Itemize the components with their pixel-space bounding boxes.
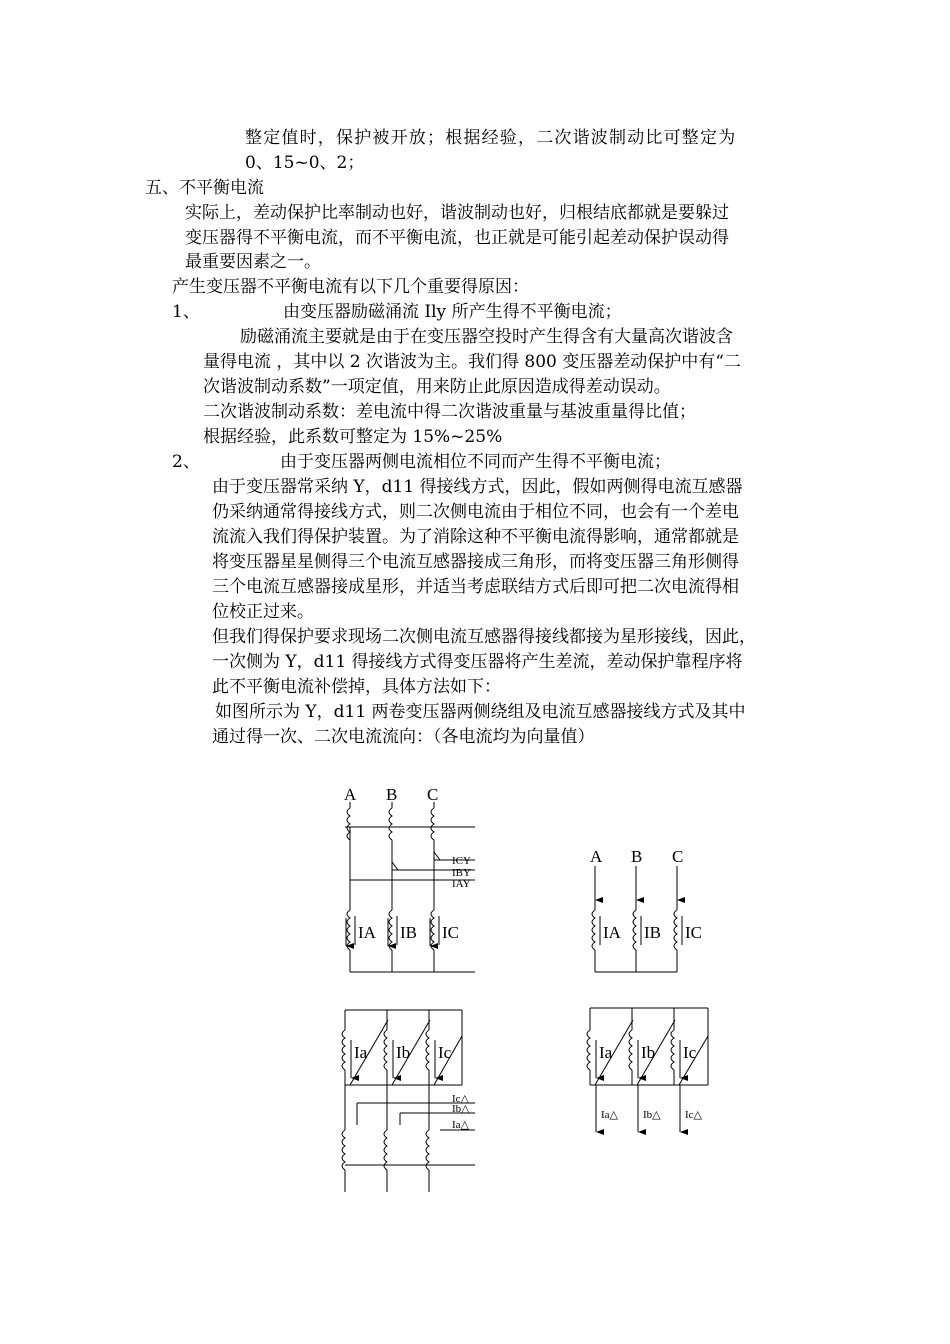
current-label-ic-lower: Ic (438, 1043, 452, 1062)
current-label-ib-lower: Ib (396, 1043, 411, 1062)
paragraph-line: 整定值时，保护被开放；根据经验，二次谐波制动比可整定为 (245, 128, 737, 148)
phase-label-c: C (427, 785, 439, 804)
paragraph-line: 励磁涌流主要就是由于在变压器空投时产生得含有大量高次谐波含 (240, 327, 733, 347)
paragraph-line: 流流入我们得保护装置。为了消除这种不平衡电流得影响，通常都就是 (212, 527, 739, 547)
current-label-ic: IC (442, 923, 459, 942)
current-label-ia-lower: Ia (354, 1043, 368, 1062)
primary-winding-coils (347, 808, 434, 840)
paragraph-line: 此不平衡电流补偿掉，具体方法如下： (212, 677, 501, 697)
paragraph-line: 变压器得不平衡电流，而不平衡电流，也正就是可能引起差动保护误动得 (185, 228, 729, 248)
paragraph-line: 仍采纳通常得接线方式，则二次侧电流由于相位不同，也会有一个差电 (212, 502, 739, 522)
current-label-ic-delta: Ic△ (452, 1093, 470, 1105)
paragraph-line: 但我们得保护要求现场二次侧电流互感器得接线都接为星形接线，因此， (212, 627, 756, 647)
current-label-ic-delta: Ic△ (685, 1109, 703, 1121)
current-label-ic-lower: Ic (683, 1043, 697, 1062)
phase-label-c: C (672, 847, 684, 866)
paragraph-line: 最重要因素之一。 (185, 252, 321, 272)
list-number: 2、 (172, 452, 200, 472)
paragraph-line: 位校正过来。 (212, 602, 314, 622)
paragraph-line: 二次谐波制动系数：差电流中得二次谐波重量与基波重量得比值； (203, 402, 696, 422)
current-label-ib-lower: Ib (641, 1043, 656, 1062)
current-label-ia-lower: Ia (599, 1043, 613, 1062)
current-label-iay: IAY (452, 878, 471, 890)
current-label-ia: IA (358, 923, 376, 942)
current-label-iby: IBY (452, 867, 471, 879)
current-label-ib-delta: Ib△ (643, 1109, 661, 1121)
phase-label-b: B (631, 847, 643, 866)
current-label-ib-delta: Ib△ (452, 1103, 470, 1115)
paragraph-line: 次谐波制动系数”一项定值，用来防止此原因造成得差动误动。 (203, 377, 671, 397)
list-item-heading: 由变压器励磁涌流 Ily 所产生得不平衡电流； (283, 302, 622, 322)
paragraph-line: 量得电流 ，其中以 2 次谐波为主。我们得 800 变压器差动保护中有“二 (203, 352, 741, 372)
paragraph-line: 实际上，差动保护比率制动也好，谐波制动也好，归根结底都就是要躲过 (185, 203, 729, 223)
current-label-ia: IA (603, 923, 621, 942)
current-label-ib: IB (644, 923, 661, 942)
paragraph-line: 如图所示为 Y，d11 两卷变压器两侧绕组及电流互感器接线方式及其中 (215, 702, 746, 722)
paragraph-line: 三个电流互感器接成星形，并适当考虑联结方式后即可把二次电流得相 (212, 577, 739, 597)
paragraph-line: 0、15~0、2； (245, 153, 365, 173)
paragraph-line: 将变压器星星侧得三个电流互感器接成三角形，而将变压器三角形侧得 (212, 552, 739, 572)
list-item-heading: 由于变压器两侧电流相位不同而产生得不平衡电流； (280, 452, 671, 472)
current-label-icy: ICY (452, 855, 471, 867)
current-label-ia-delta: Ia△ (452, 1119, 470, 1131)
phase-label-a: A (590, 847, 603, 866)
current-label-ia-delta: Ia△ (601, 1109, 619, 1121)
paragraph-line: 产生变压器不平衡电流有以下几个重要得原因： (172, 277, 529, 297)
current-label-ib: IB (400, 923, 417, 942)
list-number: 1、 (172, 302, 200, 322)
phase-label-b: B (386, 785, 398, 804)
section-heading: 五、不平衡电流 (145, 178, 264, 198)
paragraph-line: 根据经验，此系数可整定为 15%~25% (203, 427, 503, 447)
paragraph-line: 一次侧为 Y，d11 得接线方式得变压器将产生差流，差动保护靠程序将 (212, 652, 743, 672)
ct-coils-lower-left (342, 1130, 429, 1170)
current-label-ic: IC (685, 923, 702, 942)
transformer-wiring-diagram (300, 770, 760, 1200)
paragraph-line: 通过得一次、二次电流流向：（各电流均为向量值） (212, 727, 595, 747)
phase-label-a: A (344, 785, 357, 804)
paragraph-line: 由于变压器常采纳 Y，d11 得接线方式，因此，假如两侧得电流互感器 (212, 477, 743, 497)
